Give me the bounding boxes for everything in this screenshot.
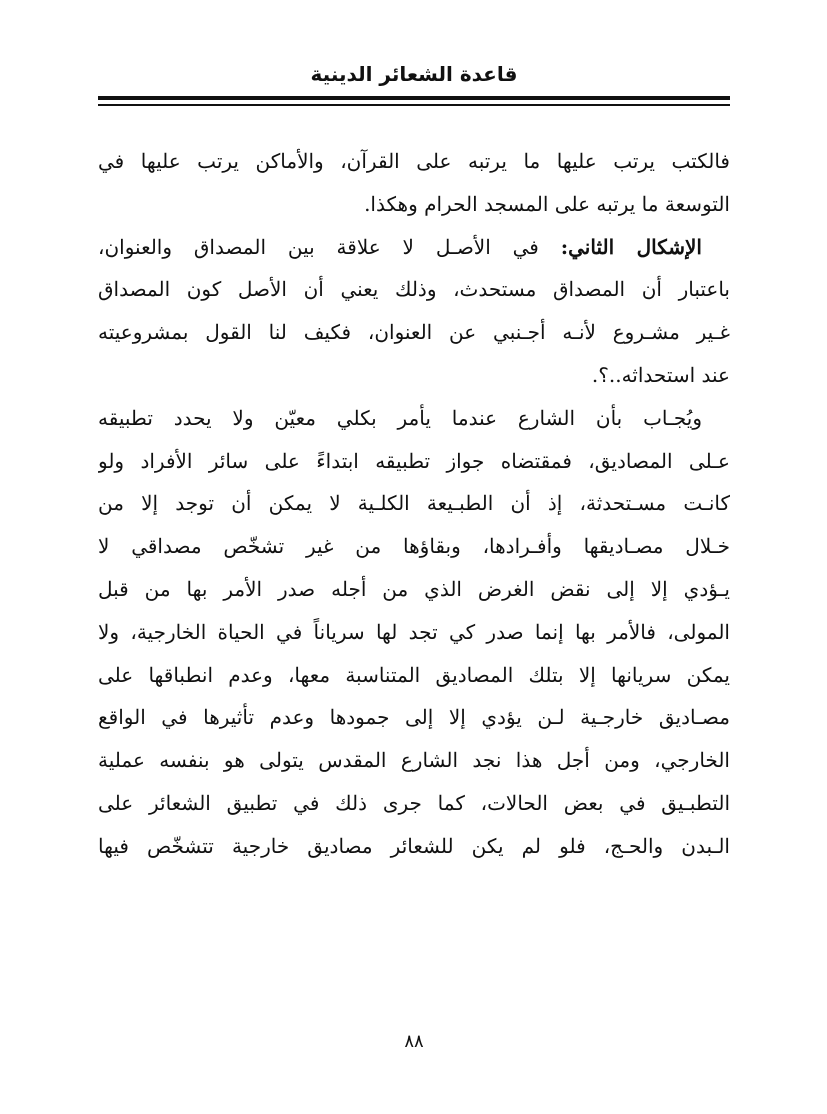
page-number: ٨٨ (404, 1031, 424, 1052)
text-line: عـلى المصاديق، فمقتضاه جواز تطبيقه ابتداءً على سائر الأفراد ولو (98, 448, 730, 473)
paragraph-first-line-text: في الأصـل لا علاقة بين المصداق والعنوان، (98, 234, 539, 259)
text-line: التطبـيق في بعض الحالات، كما جرى ذلك في تطبيق الشعائر على (98, 790, 730, 815)
text-line: التوسعة ما يرتبه على المسجد الحرام وهكذا. (364, 191, 730, 216)
text-line: عند استحداثه..؟. (591, 362, 730, 387)
text-line: باعتبار أن المصداق مستحدث، وذلك يعني أن الأصل كون المصداق (98, 277, 730, 302)
paragraph-first-line (98, 226, 730, 269)
text-line: المولى، فالأمر بها إنما صدر كي تجد لها سرياناً في الحياة الخارجية، ولا (98, 619, 730, 644)
text-line: مصـاديق خارجـية لـن يؤدي إلا إلى جمودها وعدم تأثيرها في الواقع (98, 705, 730, 730)
text-line: يمكن سريانها إلا بتلك المصاديق المتناسبة معها، وعدم انطباقها على (98, 662, 730, 687)
header-rule-thin (98, 104, 730, 106)
text-line: الخارجي، ومن أجل هذا نجد الشارع المقدس يتولى هو بنفسه عملية (98, 748, 730, 773)
text-line: غـير مشـروع لأنـه أجـنبي عن العنوان، فكيف لنا القول بمشروعيته (98, 320, 730, 345)
header-rule-thick (98, 96, 730, 100)
running-header-title: قاعدة الشعائر الدينية (310, 62, 518, 86)
paragraph-lead-term: الإشكال الثاني: (560, 234, 702, 259)
text-line: يـؤدي إلا إلى نقض الغرض الذي من أجله صدر الأمر بها من قبل (98, 576, 730, 601)
text-line: كانـت مسـتحدثة، إذ أن الطبـيعة الكلـية لا يمكن أن توجد إلا من (98, 491, 730, 516)
text-line: فالكتب يرتب عليها ما يرتبه على القرآن، والأماكن يرتب عليها في (98, 149, 730, 173)
text-line: ويُجـاب بأن الشارع عندما يأمر بكلي معيّن ولا يحدد تطبيقه (98, 405, 702, 430)
body-text (98, 140, 730, 868)
text-line: الـبدن والحـج، فلو لم يكن للشعائر مصاديق خارجية تتشخّص فيها (98, 833, 730, 858)
text-line: خـلال مصـاديقها وأفـرادها، وبقاؤها من غير تشخّص مصداقي لا (98, 534, 730, 559)
